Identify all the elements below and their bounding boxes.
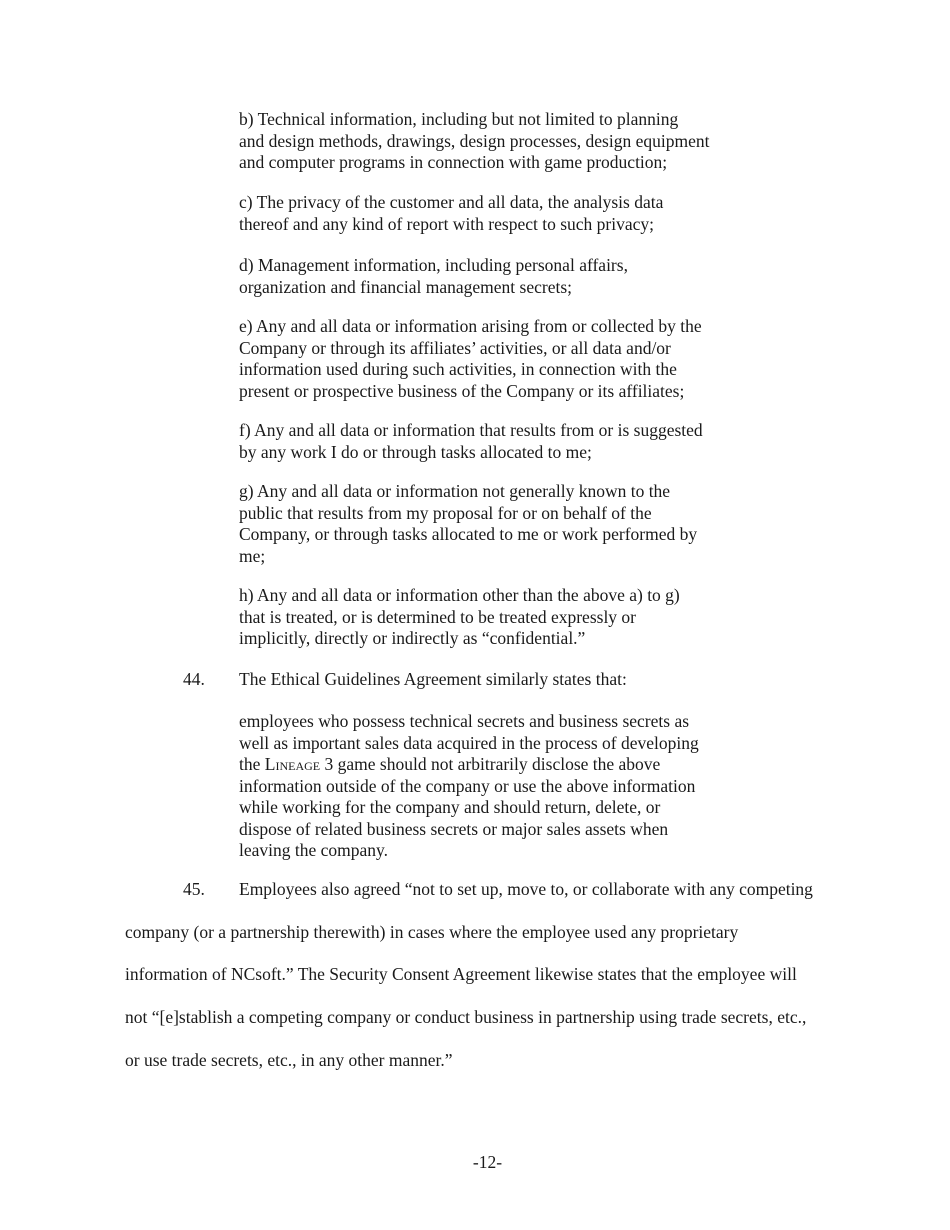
quote-line-6: dispose of related business secrets or major sales assets when xyxy=(239,818,669,839)
clause-f xyxy=(239,420,759,463)
clause-h-line-1: h) Any and all data or information other than the above a) to g) xyxy=(239,585,680,605)
paragraph-44-quote xyxy=(239,711,759,862)
quote-line-2: well as important sales data acquired in the process of developing xyxy=(239,732,699,753)
paragraph-45-first-line: Employees also agreed “not to set up, move to, or collaborate with any competing xyxy=(239,879,813,899)
clause-e xyxy=(239,316,759,402)
clause-g xyxy=(239,481,759,567)
clause-b-line-2: and design methods, drawings, design processes, design equipment xyxy=(239,130,710,151)
clause-h-line-3: implicitly, directly or indirectly as “confidential.” xyxy=(239,628,586,648)
quote-line-7: leaving the company. xyxy=(239,840,389,860)
clause-e-line-2: Company or through its affiliates’ activities, or all data and/or xyxy=(239,337,671,358)
paragraph-44-text: The Ethical Guidelines Agreement similarly states that: xyxy=(239,669,627,689)
clause-b-line-1: b) Technical information, including but not limited to planning xyxy=(239,109,679,129)
clause-h xyxy=(239,585,759,650)
quote-line-4: information outside of the company or use the above information xyxy=(239,775,696,796)
paragraph-44-number: 44. xyxy=(183,669,205,689)
clause-d-line-2: organization and financial management secrets; xyxy=(239,276,573,297)
paragraph-45-line-3: information of NCsoft.” The Security Consent Agreement likewise states that the employee will xyxy=(125,964,797,984)
quote-line-5: while working for the company and should return, delete, or xyxy=(239,797,661,817)
paragraph-45-line-2: company (or a partnership therewith) in cases where the employee used any proprietary xyxy=(125,922,739,942)
paragraph-45-line-4: not “[e]stablish a competing company or conduct business in partnership using trade secrets, etc., xyxy=(125,1007,807,1027)
clause-e-line-1: e) Any and all data or information arising from or collected by the xyxy=(239,316,702,336)
clause-d xyxy=(239,255,759,298)
clause-b xyxy=(239,109,759,174)
paragraph-45-line-5: or use trade secrets, etc., in any other manner.” xyxy=(125,1050,453,1070)
clause-f-line-1: f) Any and all data or information that results from or is suggested xyxy=(239,420,703,440)
quote-line-1: employees who possess technical secrets and business secrets as xyxy=(239,711,690,731)
quote-line-3-post: 3 game should not arbitrarily disclose the above xyxy=(320,754,661,774)
clause-g-line-3: Company, or through tasks allocated to me or work performed by xyxy=(239,524,698,544)
clause-c-line-2: thereof and any kind of report with respect to such privacy; xyxy=(239,213,655,234)
clause-e-line-4: present or prospective business of the Company or its affiliates; xyxy=(239,380,685,401)
page-number: -12- xyxy=(472,1152,503,1172)
game-title: Lineage xyxy=(264,754,321,774)
clause-c xyxy=(239,192,759,235)
clause-c-line-1: c) The privacy of the customer and all data, the analysis data xyxy=(239,192,664,212)
clause-d-line-1: d) Management information, including personal affairs, xyxy=(239,255,628,275)
clause-g-line-2: public that results from my proposal for or on behalf of the xyxy=(239,502,652,523)
clause-g-line-1: g) Any and all data or information not generally known to the xyxy=(239,481,671,501)
quote-line-3-pre: the xyxy=(239,754,265,774)
clause-e-line-3: information used during such activities, in connection with the xyxy=(239,359,677,379)
paragraph-45-number: 45. xyxy=(183,879,205,899)
clause-h-line-2: that is treated, or is determined to be treated expressly or xyxy=(239,606,637,627)
clause-f-line-2: by any work I do or through tasks allocated to me; xyxy=(239,441,592,462)
clause-g-line-4: me; xyxy=(239,545,266,566)
clause-b-line-3: and computer programs in connection with game production; xyxy=(239,152,668,172)
quote-line-3 xyxy=(239,754,759,776)
